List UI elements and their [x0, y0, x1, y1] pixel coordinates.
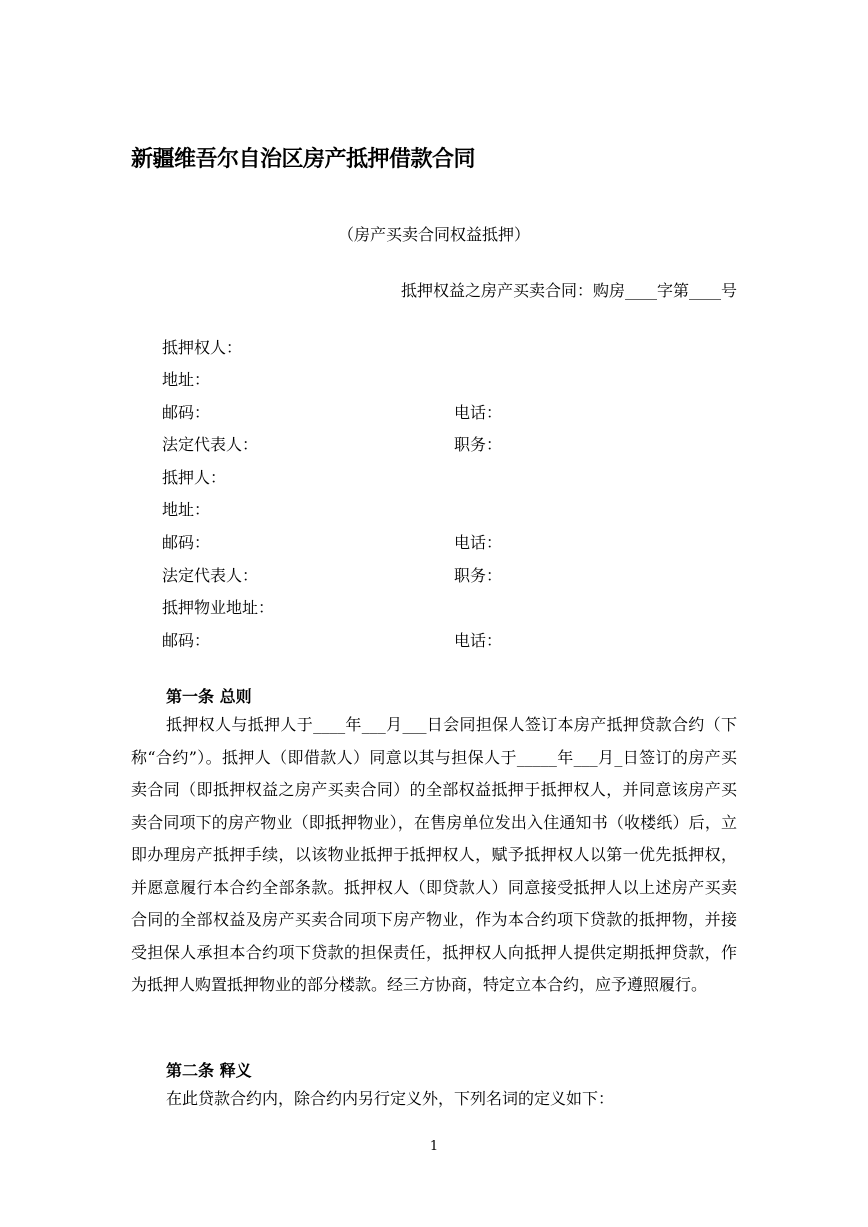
article-1-heading: 第一条 总则 [166, 687, 252, 706]
property-address: 抵押物业地址： [162, 598, 275, 617]
article-1-body: 抵押权人与抵押人于____年___月___日会同担保人签订本房产抵押贷款合约（下称“合约”）。抵押人（即借款人）同意以其与担保人于_____年___月_日签订的房产买卖合同（即抵押权益之房产买卖合同）的全部权益抵押于抵押权人，并同意该房产买卖合同项下的房产物业（即抵押物业），在售房单位发出入住通知书（收楼纸）后，立即办理房产抵押手续，以该物业抵押于抵押权人，赋予抵押权人以第一优先抵押权，并愿意履行本合约全部条款。抵押权人（即贷款人）同意接受抵押人以上述房产买卖合同的全部权益及房产买卖合同项下房产物业，作为本合约项下贷款的抵押物，并接受担保人承担本合约项下贷款的担保责任，抵押权人向抵押人提供定期抵押贷款，作为抵押人购置抵押物业的部分楼款。经三方协商，特定立本合约，应予遵照履行。 [131, 715, 737, 994]
property-postcode: 邮码： [162, 631, 211, 650]
mortgagor-address: 地址： [162, 500, 211, 519]
mortgagor-phone: 电话： [454, 533, 503, 552]
mortgagee-postcode: 邮码： [162, 403, 211, 422]
article-2-body: 在此贷款合约内，除合约内另行定义外，下列名词的定义如下： [166, 1089, 615, 1108]
mortgagor-label: 抵押人： [162, 468, 227, 487]
property-phone: 电话： [454, 631, 503, 650]
mortgagor-representative: 法定代表人： [162, 566, 259, 585]
article-2-heading: 第二条 释义 [166, 1061, 252, 1080]
mortgagor-position: 职务： [454, 566, 503, 585]
contract-reference: 抵押权益之房产买卖合同：购房____字第____号 [400, 281, 737, 300]
mortgagee-label: 抵押权人： [162, 338, 243, 357]
mortgagee-position: 职务： [454, 435, 503, 454]
page-number: 1 [429, 1139, 439, 1154]
document-title: 新疆维吾尔自治区房产抵押借款合同 [131, 147, 476, 172]
mortgagor-postcode: 邮码： [162, 533, 211, 552]
document-subtitle: （房产买卖合同权益抵押） [337, 225, 530, 244]
mortgagee-representative: 法定代表人： [162, 435, 259, 454]
mortgagee-address: 地址： [162, 370, 211, 389]
mortgagee-phone: 电话： [454, 403, 503, 422]
